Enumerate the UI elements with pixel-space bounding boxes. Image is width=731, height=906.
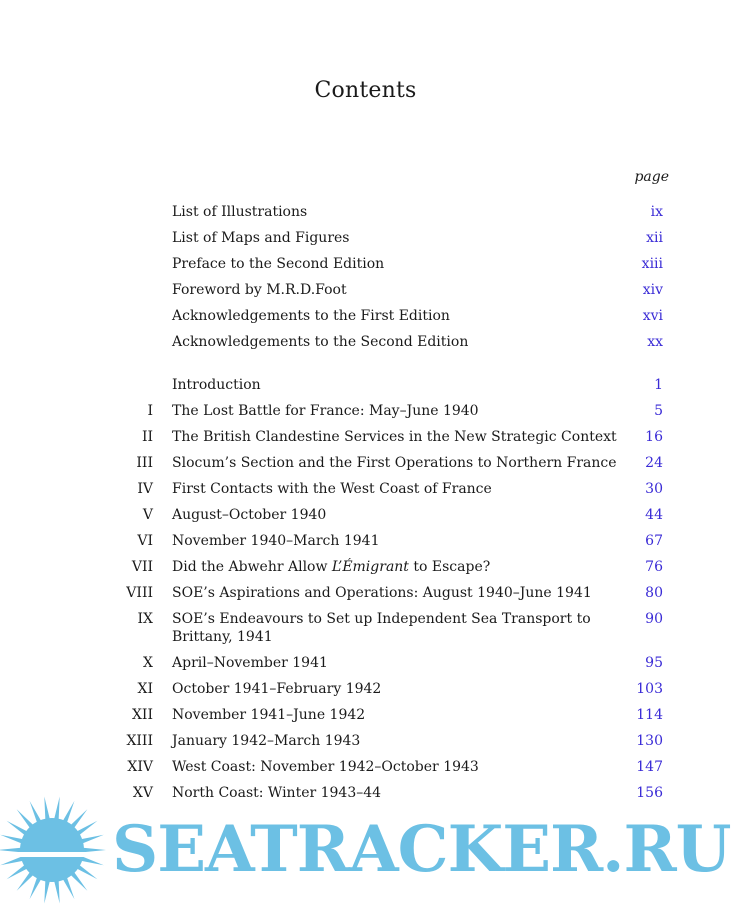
entry-title: April–November 1941 (172, 655, 328, 671)
entry-title: SOE’s Endeavours to Set up Independent Sea Transport to Brittany, 1941 (172, 611, 591, 645)
page-number-link[interactable]: xiii (641, 256, 663, 272)
entry-title: North Coast: Winter 1943–44 (172, 785, 382, 801)
chapter-number: XI (137, 681, 153, 697)
page-number-link[interactable]: xx (647, 334, 663, 350)
entry-title: Foreword by M.R.D.Foot (172, 282, 347, 298)
chapter-number: V (142, 507, 153, 523)
entry-title: Introduction (172, 377, 261, 393)
page-number-link[interactable]: 24 (645, 455, 663, 471)
page-number-link[interactable]: 95 (645, 655, 663, 671)
chapter-number: VI (137, 533, 153, 549)
entry-title: List of Illustrations (172, 204, 308, 220)
entry-title: Preface to the Second Edition (172, 256, 385, 272)
page-number-link[interactable]: 76 (645, 559, 663, 575)
entry-title: First Contacts with the West Coast of France (172, 481, 492, 497)
page-number-link[interactable]: 5 (654, 403, 663, 419)
page-number-link[interactable]: 156 (636, 785, 663, 801)
chapter-number: XIII (126, 733, 153, 749)
entry-title: SOE’s Aspirations and Operations: August 1940–June 1941 (172, 585, 592, 601)
page-number-link[interactable]: 103 (636, 681, 663, 697)
entry-title: October 1941–February 1942 (172, 681, 382, 697)
page-column-label: page (634, 169, 669, 185)
chapter-number: VIII (126, 585, 153, 601)
chapter-number: XIV (127, 759, 153, 775)
entry-title-italic: L’Émigrant (331, 559, 409, 575)
chapter-number: I (147, 403, 153, 419)
page-number-link[interactable]: 114 (636, 707, 663, 723)
entry-title: Slocum’s Section and the First Operations to Northern France (172, 455, 617, 471)
page-number-link[interactable]: 90 (645, 611, 663, 627)
chapter-number: IV (137, 481, 153, 497)
page-number-link[interactable]: xiv (642, 282, 663, 298)
entry-title: November 1940–March 1941 (172, 533, 380, 549)
chapter-number: IX (137, 611, 153, 627)
chapter-number: X (143, 655, 153, 671)
entry-title-part: Did the Abwehr Allow (172, 559, 332, 575)
page-number-link[interactable]: 147 (636, 759, 663, 775)
page-number-link[interactable]: 44 (645, 507, 663, 523)
page-number-link[interactable]: ix (650, 204, 663, 220)
page-number-link[interactable]: 16 (645, 429, 663, 445)
entry-title: Acknowledgements to the First Edition (172, 308, 450, 324)
page-number-link[interactable]: 80 (645, 585, 663, 601)
page-number-link[interactable]: 67 (645, 533, 663, 549)
entry-title: List of Maps and Figures (172, 230, 350, 246)
entry-title: January 1942–March 1943 (172, 733, 361, 749)
chapter-number: VII (131, 559, 153, 575)
entry-title (172, 558, 627, 576)
page-title: Contents (314, 78, 417, 103)
entry-title: August–October 1940 (172, 507, 327, 523)
page-number-link[interactable]: xii (646, 230, 663, 246)
chapter-number: III (136, 455, 153, 471)
chapter-number: XV (132, 785, 153, 801)
watermark-text: SEATRACKER.RU (112, 812, 731, 887)
page-number-link[interactable]: 130 (636, 733, 663, 749)
entry-title: November 1941–June 1942 (172, 707, 366, 723)
page-number-link[interactable]: 30 (645, 481, 663, 497)
chapter-number: II (141, 429, 153, 445)
page-number-link[interactable]: 1 (654, 377, 663, 393)
entry-title: West Coast: November 1942–October 1943 (172, 759, 479, 775)
chapter-number: XII (131, 707, 153, 723)
entry-title-part: to Escape? (408, 559, 491, 575)
entry-title: Acknowledgements to the Second Edition (172, 334, 469, 350)
entry-title: The British Clandestine Services in the New Strategic Context (172, 429, 617, 445)
page-number-link[interactable]: xvi (642, 308, 663, 324)
entry-title: The Lost Battle for France: May–June 1940 (172, 403, 479, 419)
